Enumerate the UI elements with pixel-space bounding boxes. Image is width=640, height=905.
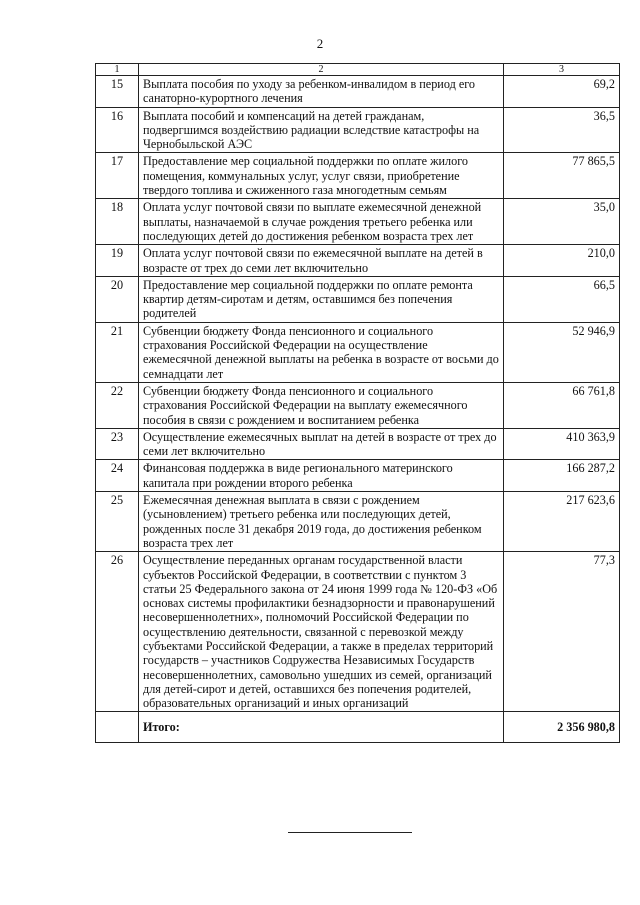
row-description: Субвенции бюджету Фонда пенсионного и социального страхования Российской Федерации на выплату ежемесячного пособия в связи с рождением и воспитанием ребенка (139, 382, 504, 428)
table-row (96, 460, 620, 492)
row-number: 23 (96, 428, 139, 460)
table-row (96, 199, 620, 245)
row-description: Осуществление ежемесячных выплат на детей в возрасте от трех до семи лет включительно (139, 428, 504, 460)
row-description: Оплата услуг почтовой связи по ежемесячной выплате на детей в возрасте от трех до семи лет включительно (139, 245, 504, 277)
table-row (96, 552, 620, 712)
row-number: 20 (96, 276, 139, 322)
page-number: 2 (316, 36, 324, 51)
row-number: 15 (96, 76, 139, 108)
row-description: Выплата пособий и компенсаций на детей гражданам, подвергшимся воздействию радиации вследствие катастрофы на Чернобыльской АЭС (139, 107, 504, 153)
row-number: 21 (96, 322, 139, 382)
row-amount: 69,2 (504, 76, 620, 108)
table-row (96, 322, 620, 382)
row-amount: 217 623,6 (504, 492, 620, 552)
table-row (96, 382, 620, 428)
row-description: Предоставление мер социальной поддержки по оплате жилого помещения, коммунальных услуг, услуг связи, приобретение твердого топлива и сжиженного газа многодетным семьям (139, 153, 504, 199)
row-amount: 66 761,8 (504, 382, 620, 428)
total-label: Итого: (139, 712, 504, 743)
row-amount: 210,0 (504, 245, 620, 277)
row-number: 16 (96, 107, 139, 153)
row-amount: 77 865,5 (504, 153, 620, 199)
total-empty-cell (96, 712, 139, 743)
row-number: 26 (96, 552, 139, 712)
table-row (96, 492, 620, 552)
row-amount: 166 287,2 (504, 460, 620, 492)
row-amount: 77,3 (504, 552, 620, 712)
row-amount: 36,5 (504, 107, 620, 153)
header-col-2: 2 (139, 64, 504, 76)
row-amount: 35,0 (504, 199, 620, 245)
row-description: Финансовая поддержка в виде регионального материнского капитала при рождении второго ребенка (139, 460, 504, 492)
table-row (96, 76, 620, 108)
row-description: Субвенции бюджету Фонда пенсионного и социального страхования Российской Федерации на осуществление ежемесячной денежной выплаты на ребенка в возрасте от восьми до семнадцати лет (139, 322, 504, 382)
row-description: Ежемесячная денежная выплата в связи с рождением (усыновлением) третьего ребенка или последующих детей, рожденных после 31 декабря 2019 года, до достижения ребенком возраста трех лет (139, 492, 504, 552)
header-col-1: 1 (96, 64, 139, 76)
row-number: 19 (96, 245, 139, 277)
table-row (96, 153, 620, 199)
row-description: Оплата услуг почтовой связи по выплате ежемесячной денежной выплаты, назначаемой в случае рождения третьего ребенка или последующих детей до достижения ребенком возраста трех лет (139, 199, 504, 245)
table-header-row (96, 64, 620, 76)
row-description: Осуществление переданных органам государственной власти субъектов Российской Федерации, в соответствии с пунктом 3 статьи 25 Федерального закона от 24 июня 1999 года № 120-ФЗ «Об основах системы профилактики безнадзорности и правонарушений несовершеннолетних», полномочий Российской Федерации по осуществлению деятельности, связанной с перевозкой между субъектами Российской Федерации, а также в пределах территорий государств – участников Содружества Независимых Государств несовершеннолетних, самовольно ушедших из семей, организаций для детей-сирот и детей, оставшихся без попечения родителей, образовательных организаций и иных организаций (139, 552, 504, 712)
header-col-3: 3 (504, 64, 620, 76)
row-number: 24 (96, 460, 139, 492)
table-row (96, 276, 620, 322)
row-amount: 410 363,9 (504, 428, 620, 460)
table-row (96, 428, 620, 460)
closing-rule-divider (288, 832, 412, 833)
table-row (96, 245, 620, 277)
row-description: Предоставление мер социальной поддержки по оплате ремонта квартир детям-сиротам и детям, оставшимся без попечения родителей (139, 276, 504, 322)
total-amount: 2 356 980,8 (504, 712, 620, 743)
row-description: Выплата пособия по уходу за ребенком-инвалидом в период его санаторно-курортного лечения (139, 76, 504, 108)
row-amount: 66,5 (504, 276, 620, 322)
total-row (96, 712, 620, 743)
row-number: 18 (96, 199, 139, 245)
budget-table (95, 63, 620, 743)
row-number: 17 (96, 153, 139, 199)
table-row (96, 107, 620, 153)
row-number: 25 (96, 492, 139, 552)
row-number: 22 (96, 382, 139, 428)
row-amount: 52 946,9 (504, 322, 620, 382)
